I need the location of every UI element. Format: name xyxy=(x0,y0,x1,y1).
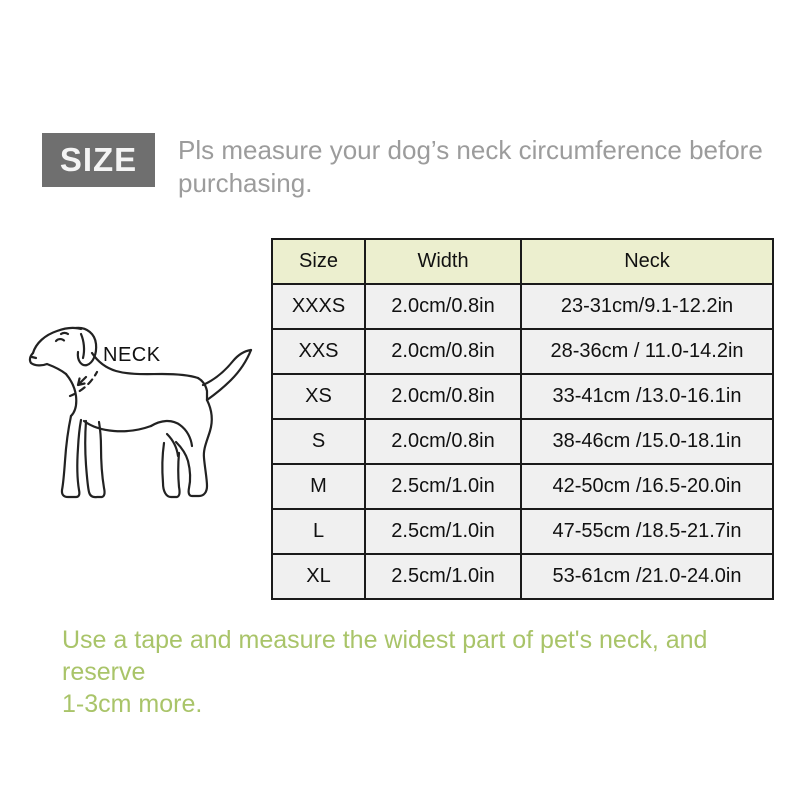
table-row xyxy=(272,464,773,509)
width-cell: 2.0cm/0.8in xyxy=(365,419,521,464)
width-cell: 2.0cm/0.8in xyxy=(365,329,521,374)
table-row xyxy=(272,329,773,374)
measurement-note xyxy=(62,624,762,720)
width-cell: 2.5cm/1.0in xyxy=(365,509,521,554)
header-cell-neck: Neck xyxy=(521,239,773,284)
note-line-1: Use a tape and measure the widest part of pet's neck, and reserve xyxy=(62,626,708,686)
note-line-2: 1-3cm more. xyxy=(62,690,203,718)
neck-cell: 42-50cm /16.5-20.0in xyxy=(521,464,773,509)
intro-line-2: purchasing. xyxy=(178,168,313,198)
size-badge-label: SIZE xyxy=(59,141,138,178)
intro-line-1: Pls measure your dog’s neck circumference before xyxy=(178,135,763,165)
size-cell: M xyxy=(272,464,365,509)
table-row xyxy=(272,284,773,329)
width-cell: 2.5cm/1.0in xyxy=(365,464,521,509)
header-cell-width: Width xyxy=(365,239,521,284)
width-cell: 2.0cm/0.8in xyxy=(365,284,521,329)
dog-outline-drawing xyxy=(20,308,262,520)
header-cell-size: Size xyxy=(272,239,365,284)
size-cell: XS xyxy=(272,374,365,419)
dog-illustration xyxy=(20,308,262,520)
size-cell: XXXS xyxy=(272,284,365,329)
table-row xyxy=(272,554,773,599)
neck-cell: 33-41cm /13.0-16.1in xyxy=(521,374,773,419)
width-cell: 2.0cm/0.8in xyxy=(365,374,521,419)
neck-annotation-label: NECK xyxy=(103,344,161,366)
table-row xyxy=(272,509,773,554)
table-row xyxy=(272,419,773,464)
size-cell: XXS xyxy=(272,329,365,374)
neck-cell: 53-61cm /21.0-24.0in xyxy=(521,554,773,599)
table-header-row xyxy=(272,239,773,284)
neck-cell: 38-46cm /15.0-18.1in xyxy=(521,419,773,464)
neck-cell: 47-55cm /18.5-21.7in xyxy=(521,509,773,554)
intro-text xyxy=(178,134,778,200)
neck-cell: 23-31cm/9.1-12.2in xyxy=(521,284,773,329)
size-cell: S xyxy=(272,419,365,464)
table-row xyxy=(272,374,773,419)
width-cell: 2.5cm/1.0in xyxy=(365,554,521,599)
size-cell: L xyxy=(272,509,365,554)
size-cell: XL xyxy=(272,554,365,599)
size-badge xyxy=(42,133,155,187)
size-chart-table xyxy=(271,238,774,600)
neck-cell: 28-36cm / 11.0-14.2in xyxy=(521,329,773,374)
